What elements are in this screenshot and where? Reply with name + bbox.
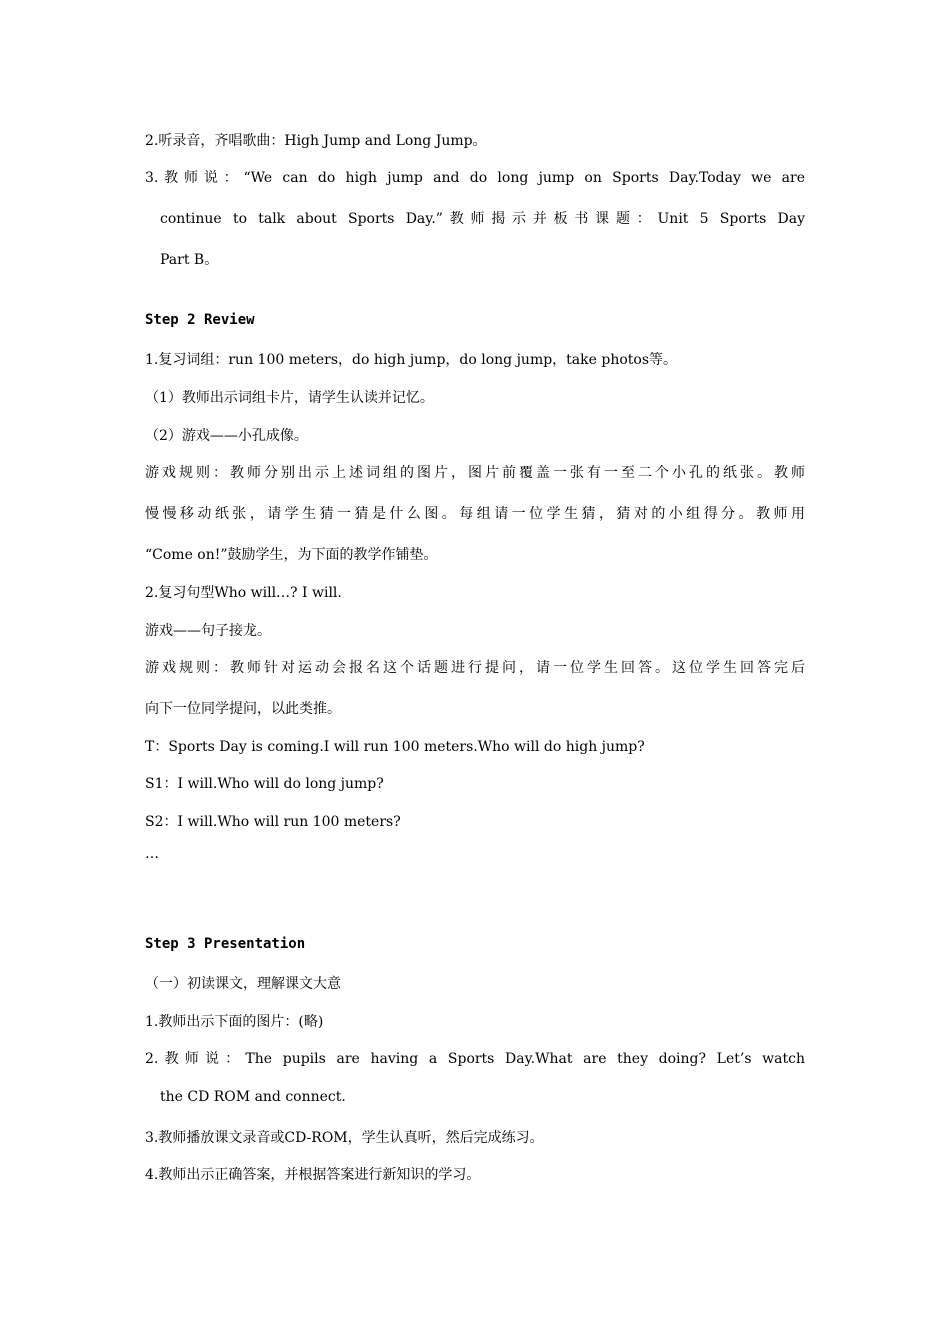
text-line: T：Sports Day is coming.I will run 100 meters.Who will do high jump? xyxy=(145,739,645,755)
text-line: 2.听录音，齐唱歌曲：High Jump and Long Jump。 xyxy=(145,133,487,149)
text-line: … xyxy=(145,846,159,862)
text-line: 慢慢移动纸张，请学生猜一猜是什么图。每组请一位学生猜，猜对的小组得分。教师用 xyxy=(145,506,805,522)
section-heading: Step 2 Review xyxy=(145,312,255,328)
text-line: continue to talk about Sports Day.”教师揭示并板书课题：Unit 5 Sports Day xyxy=(160,211,805,227)
text-line: the CD ROM and connect. xyxy=(160,1089,346,1105)
text-line: 1.教师出示下面的图片：(略) xyxy=(145,1014,324,1030)
text-line: 游戏——句子接龙。 xyxy=(145,623,271,639)
text-line: Part B。 xyxy=(160,252,219,268)
text-line: 游戏规则：教师分别出示上述词组的图片，图片前覆盖一张有一至二个小孔的纸张。教师 xyxy=(145,465,805,481)
text-line: 1.复习词组：run 100 meters，do high jump，do long jump，take photos等。 xyxy=(145,352,678,368)
text-line: “Come on!”鼓励学生，为下面的教学作铺垫。 xyxy=(145,547,438,563)
text-line: 向下一位同学提问，以此类推。 xyxy=(145,701,341,717)
text-line: 游戏规则：教师针对运动会报名这个话题进行提问，请一位学生回答。这位学生回答完后 xyxy=(145,660,805,676)
text-line: （一）初读课文，理解课文大意 xyxy=(145,976,341,992)
text-line: S2：I will.Who will run 100 meters? xyxy=(145,814,401,830)
text-line: 3.教师说：“We can do high jump and do long jump on Sports Day.Today we are xyxy=(145,170,805,186)
text-line: （2）游戏——小孔成像。 xyxy=(145,428,308,444)
text-line: （1）教师出示词组卡片，请学生认读并记忆。 xyxy=(145,390,434,406)
text-line: 4.教师出示正确答案，并根据答案进行新知识的学习。 xyxy=(145,1167,481,1183)
text-line: 3.教师播放课文录音或CD-ROM，学生认真听，然后完成练习。 xyxy=(145,1130,544,1146)
text-line: S1：I will.Who will do long jump? xyxy=(145,776,384,792)
text-line: 2.复习句型Who will…? I will. xyxy=(145,585,342,601)
section-heading: Step 3 Presentation xyxy=(145,936,306,952)
text-line: 2.教师说：The pupils are having a Sports Day.What are they doing? Let’s watch xyxy=(145,1051,805,1067)
